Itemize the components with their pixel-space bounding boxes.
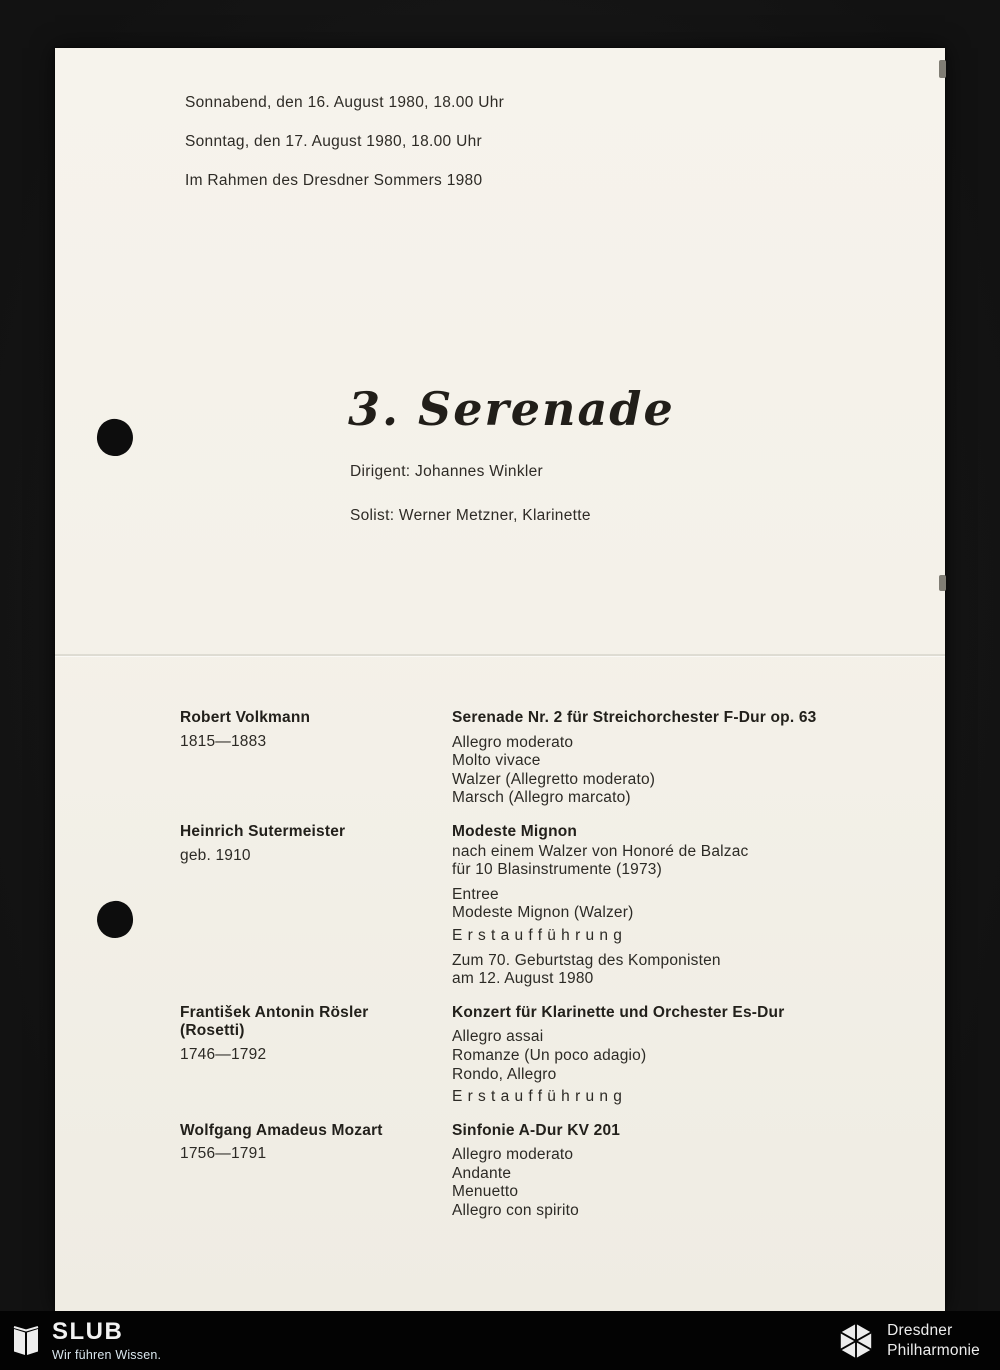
movement-list: [452, 1028, 895, 1084]
movement-list: [452, 734, 895, 808]
movement: Molto vivace: [452, 752, 541, 770]
work-subtitle: [452, 843, 895, 880]
work-block: [452, 1004, 895, 1107]
event-date-line: Sonnabend, den 16. August 1980, 18.00 Uhr: [185, 94, 505, 111]
movement: Allegro moderato: [452, 733, 574, 751]
movement: Rondo, Allegro: [452, 1065, 557, 1083]
event-dates: [185, 94, 504, 211]
work-title: Sinfonie A-Dur KV 201: [452, 1121, 621, 1139]
premiere-note: Erstaufführung: [452, 926, 628, 944]
work-block: [452, 709, 895, 808]
dedication-line: Zum 70. Geburtstag des Komponisten: [452, 951, 721, 969]
work-subtitle-line: nach einem Walzer von Honoré de Balzac: [452, 842, 749, 860]
conductor-credit: Dirigent: Johannes Winkler: [350, 463, 544, 480]
programme-entry: [180, 1122, 895, 1221]
composer-name: Robert Volkmann: [180, 709, 311, 726]
movement: Modeste Mignon (Walzer): [452, 904, 634, 922]
paper-edge-mark: [939, 575, 946, 591]
composer-block: [180, 1004, 452, 1107]
work-title: Konzert für Klarinette und Orchester Es-Dur: [452, 1003, 785, 1021]
composer-block: [180, 1122, 452, 1221]
philharmonie-text: [887, 1321, 980, 1360]
movement: Entree: [452, 885, 499, 903]
dedication-note: [452, 952, 895, 989]
work-subtitle-line: für 10 Blasinstrumente (1973): [452, 861, 662, 879]
programme-entry: [180, 823, 895, 989]
slub-text: [52, 1317, 162, 1362]
philharmonie-line2: Philharmonie: [887, 1341, 980, 1359]
work-title: Modeste Mignon: [452, 822, 578, 840]
programme-entry: [180, 709, 895, 808]
fold-crease: [55, 654, 945, 656]
page-title: 3. Serenade: [348, 382, 675, 436]
event-context-line: Im Rahmen des Dresdner Sommers 1980: [185, 172, 483, 189]
composer-dates: 1756—1791: [180, 1145, 267, 1163]
composer-dates: 1746—1792: [180, 1045, 267, 1063]
movement-list: [452, 886, 895, 923]
movement: Allegro con spirito: [452, 1202, 579, 1220]
soloist-credit: Solist: Werner Metzner, Klarinette: [350, 507, 591, 524]
slub-name: SLUB: [52, 1317, 124, 1345]
movement: Allegro assai: [452, 1028, 544, 1046]
movement: Allegro moderato: [452, 1146, 574, 1164]
programme-list: [180, 709, 895, 1236]
library-banner: [0, 1311, 1000, 1370]
dedication-line: am 12. August 1980: [452, 970, 594, 988]
movement: Walzer (Allegretto moderato): [452, 770, 656, 788]
program-page: [55, 48, 945, 1311]
composer-name: František Antonin Rösler: [180, 1003, 369, 1021]
event-date-line: Sonntag, den 17. August 1980, 18.00 Uhr: [185, 133, 482, 150]
composer-name: Wolfgang Amadeus Mozart: [180, 1121, 383, 1139]
punch-hole-bottom: [95, 899, 135, 940]
work-block: [452, 823, 895, 989]
movement: Andante: [452, 1164, 512, 1182]
work-block: [452, 1122, 895, 1221]
philharmonie-logo: [837, 1321, 1000, 1360]
movement: Marsch (Allegro marcato): [452, 789, 631, 807]
movement: Menuetto: [452, 1183, 519, 1201]
premiere-note: Erstaufführung: [452, 1088, 628, 1106]
paper-edge-mark: [939, 60, 946, 78]
slub-book-icon: [11, 1324, 41, 1358]
slub-tagline: Wir führen Wissen.: [52, 1347, 162, 1362]
composer-name: Heinrich Sutermeister: [180, 822, 346, 840]
slub-logo: [0, 1317, 162, 1362]
programme-entry: [180, 1004, 895, 1107]
philharmonie-emblem-icon: [837, 1322, 875, 1360]
composer-block: [180, 709, 452, 808]
composer-name-alt: (Rosetti): [180, 1022, 245, 1040]
philharmonie-line1: Dresdner: [887, 1322, 953, 1340]
movement-list: [452, 1146, 895, 1220]
composer-dates: 1815—1883: [180, 732, 267, 750]
composer-dates: geb. 1910: [180, 846, 251, 864]
work-title: Serenade Nr. 2 für Streichorchester F-Dur op. 63: [452, 709, 817, 726]
composer-block: [180, 823, 452, 989]
movement: Romanze (Un poco adagio): [452, 1046, 647, 1064]
punch-hole-top: [95, 417, 136, 459]
